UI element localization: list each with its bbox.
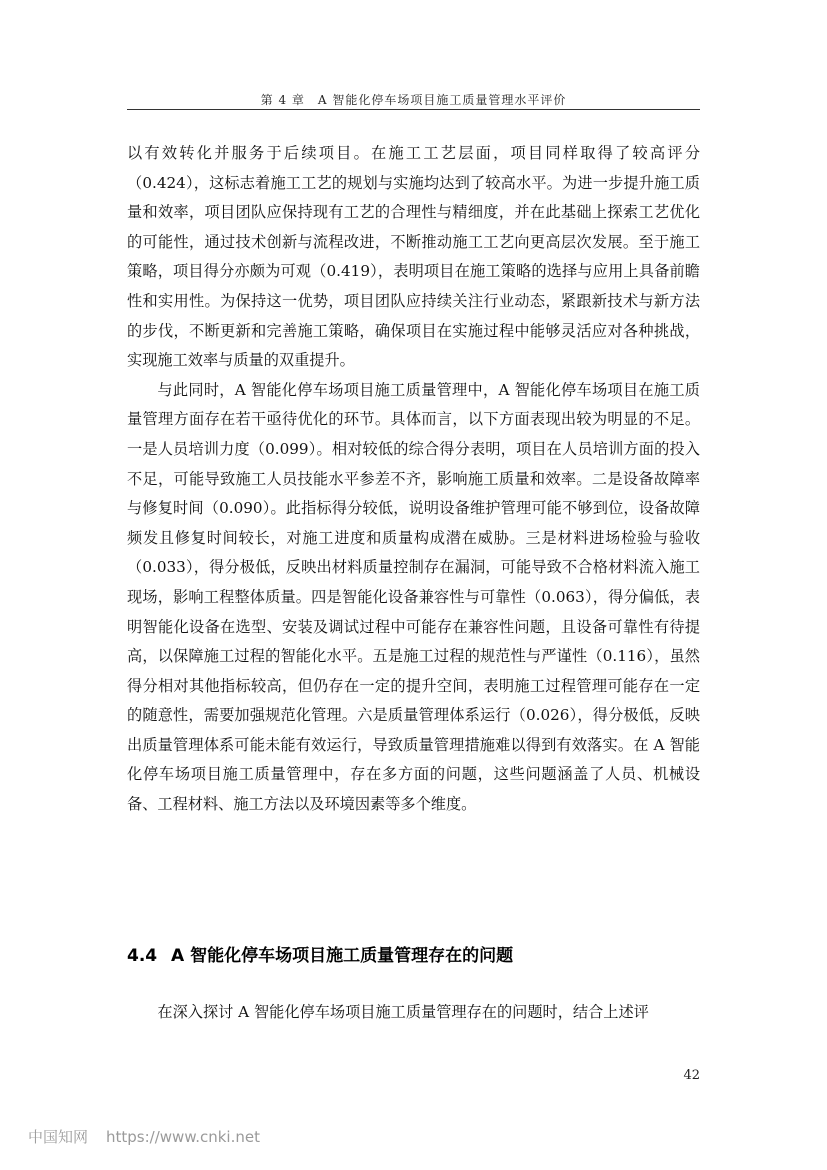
paragraph: 与此同时，A 智能化停车场项目施工质量管理中，A 智能化停车场项目在施工质量管理方面存在若干亟待优化的环节。具体而言，以下方面表现出较为明显的不足。一是人员培训力度（0.099）。相对较低的综合得分表明，项目在人员培训方面的投入不足，可能导致施工人员技能水平参差不齐，影响施工质量和效率。二是设备故障率与修复时间（0.090）。此指标得分较低，说明设备维护管理可能不够到位，设备故障频发且修复时间较长，对施工进度和质量构成潜在威胁。三是材料进场检验与验收（0.033），得分极低，反映出材料质量控制存在漏洞，可能导致不合格材料流入施工现场，影响工程整体质量。四是智能化设备兼容性与可靠性（0.063），得分偏低，表明智能化设备在选型、安装及调试过程中可能存在兼容性问题，且设备可靠性有待提高，以保障施工过程的智能化水平。五是施工过程的规范性与严谨性（0.116），虽然得分相对其他指标较高，但仍存在一定的提升空间，表明施工过程管理可能存在一定的随意性，需要加强规范化管理。六是质量管理体系运行（0.026），得分极低，反映出质量管理体系可能未能有效运行，导致质量管理措施难以得到有效落实。在 A 智能化停车场项目施工质量管理中，存在多方面的问题，这些问题涵盖了人员、机械设备、工程材料、施工方法以及环境因素等多个维度。 — [127, 380, 700, 814]
section-title: A 智能化停车场项目施工质量管理存在的问题 — [171, 946, 514, 966]
running-header: 第 4 章 A 智能化停车场项目施工质量管理水平评价 — [260, 93, 567, 107]
section-number: 4.4 — [127, 946, 158, 966]
section-heading — [127, 943, 700, 969]
body-text — [127, 139, 700, 820]
header-divider — [127, 109, 700, 110]
paragraph: 在深入探讨 A 智能化停车场项目施工质量管理存在的问题时，结合上述评 — [157, 1003, 649, 1021]
paragraph-continued: 以有效转化并服务于后续项目。在施工工艺层面，项目同样取得了较高评分（0.424），这标志着施工工艺的规划与实施均达到了较高水平。为进一步提升施工质量和效率，项目团队应保持现有工艺的合理性与精细度，并在此基础上探索工艺优化的可能性，通过技术创新与流程改进，不断推动施工工艺向更高层次发展。至于施工策略，项目得分亦颇为可观（0.419），表明项目在施工策略的选择与应用上具备前瞻性和实用性。为保持这一优势，项目团队应持续关注行业动态，紧跟新技术与新方法的步伐，不断更新和完善施工策略，确保项目在实施过程中能够灵活应对各种挑战，实现施工效率与质量的双重提升。 — [127, 144, 700, 370]
watermark-brand: 中国知网 — [28, 1128, 89, 1146]
watermark — [28, 1126, 260, 1147]
watermark-url: https://www.cnki.net — [106, 1128, 260, 1146]
page-number: 42 — [683, 1068, 700, 1083]
section-body — [127, 998, 700, 1028]
